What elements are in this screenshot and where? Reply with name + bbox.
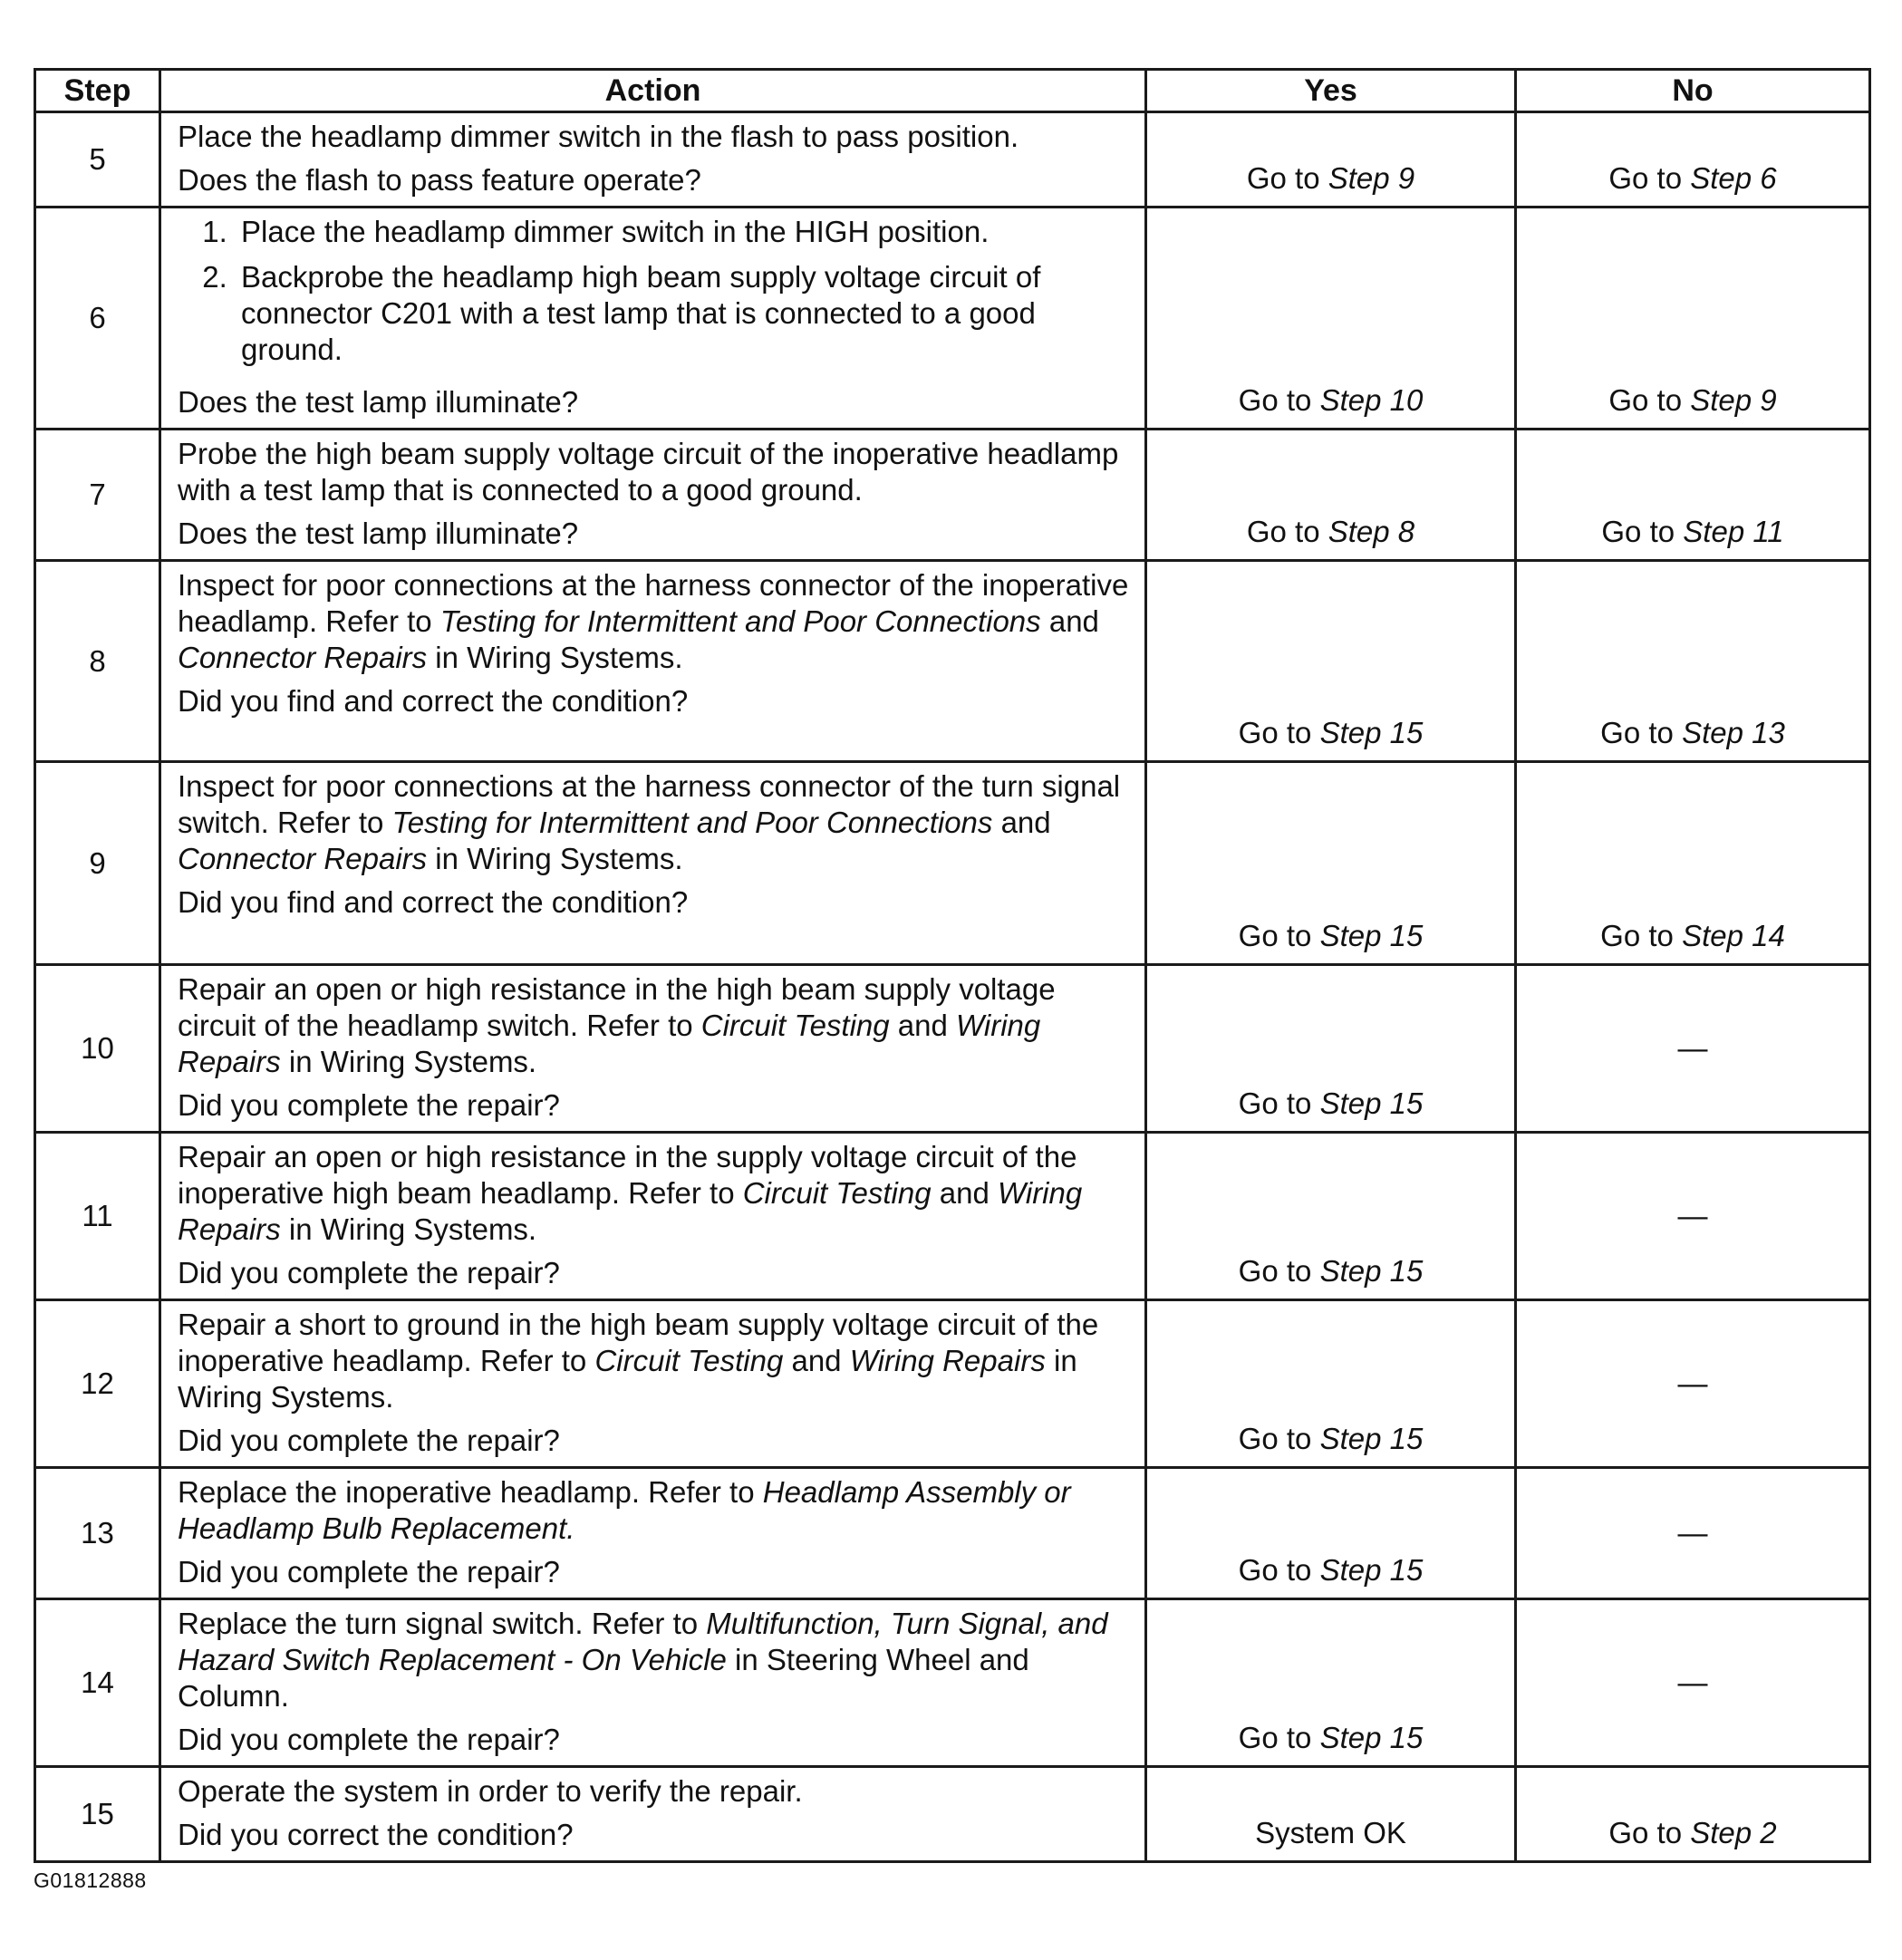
- action-text: Probe the high beam supply voltage circuit of the inoperative headlamp with a test lamp that is connected to a good ground.: [178, 437, 1119, 507]
- question-text: Did you complete the repair?: [178, 1088, 560, 1122]
- yes-cell: [1146, 1599, 1516, 1767]
- table-row: [35, 762, 1870, 965]
- yes-prefix: Go to: [1238, 1086, 1320, 1120]
- step-number: 14: [35, 1599, 160, 1767]
- action-text-part: Repair an open or high resistance in the supply voltage circuit of the inoperative high beam headlamp. Refer to: [178, 1140, 1077, 1210]
- reference-link[interactable]: Connector Repairs: [178, 641, 428, 674]
- no-cell: [1516, 1767, 1870, 1862]
- reference-link[interactable]: Circuit Testing: [742, 1176, 932, 1210]
- action-cell: [160, 762, 1146, 965]
- table-row: [35, 112, 1870, 208]
- action-cell: [160, 1599, 1146, 1767]
- no-step-link[interactable]: Step 6: [1690, 161, 1777, 195]
- action-text-part: Repair a short to ground in the high beam supply voltage circuit of the inoperative headlamp. Refer to: [178, 1308, 1099, 1377]
- table-row: [35, 1599, 1870, 1767]
- no-cell: [1516, 762, 1870, 965]
- header-yes: Yes: [1146, 70, 1516, 112]
- question-text: Does the test lamp illuminate?: [178, 517, 579, 550]
- yes-cell: [1146, 561, 1516, 762]
- no-prefix: Go to: [1600, 919, 1683, 952]
- yes-step-link[interactable]: Step 15: [1319, 1086, 1424, 1120]
- yes-step-link[interactable]: Step 15: [1319, 1422, 1424, 1455]
- yes-step-link[interactable]: Step 10: [1319, 383, 1424, 417]
- no-step-link[interactable]: Step 14: [1682, 919, 1785, 952]
- action-text-part: in Steering Wheel and Column.: [178, 1643, 1029, 1713]
- yes-step-link[interactable]: Step 15: [1319, 716, 1424, 749]
- action-cell: [160, 965, 1146, 1133]
- question-text: Did you complete the repair?: [178, 1555, 560, 1588]
- action-text-part: and: [1040, 604, 1099, 638]
- action-text-part: in Wiring Systems.: [178, 1344, 1077, 1414]
- no-step-link[interactable]: Step 2: [1690, 1816, 1777, 1849]
- action-text: [178, 1139, 1132, 1248]
- yes-step-link[interactable]: Step 8: [1328, 515, 1415, 548]
- action-cell: [160, 1133, 1146, 1300]
- step-number: 9: [35, 762, 160, 965]
- no-cell: —: [1516, 1300, 1870, 1468]
- reference-link[interactable]: Headlamp Assembly or Headlamp Bulb Replacement.: [178, 1475, 1071, 1545]
- yes-prefix: Go to: [1238, 1422, 1320, 1455]
- yes-prefix: Go to: [1238, 919, 1320, 952]
- yes-step-link[interactable]: Step 15: [1319, 1721, 1424, 1754]
- no-cell: —: [1516, 1468, 1870, 1599]
- action-text: [178, 1606, 1132, 1714]
- yes-cell: [1146, 208, 1516, 430]
- question-text: Did you complete the repair?: [178, 1723, 560, 1756]
- action-text: Place the headlamp dimmer switch in the flash to pass position.: [178, 120, 1019, 153]
- yes-cell: [1146, 112, 1516, 208]
- step-number: 13: [35, 1468, 160, 1599]
- header-step: Step: [35, 70, 160, 112]
- substep-item: 1. Place the headlamp dimmer switch in the HIGH position.: [236, 214, 1132, 250]
- action-text-part: Inspect for poor connections at the harness connector of the turn signal switch. Refer to: [178, 769, 1121, 839]
- question-text: Did you complete the repair?: [178, 1256, 560, 1289]
- reference-link[interactable]: Connector Repairs: [178, 842, 428, 875]
- step-number: 6: [35, 208, 160, 430]
- yes-prefix: Go to: [1238, 1254, 1320, 1288]
- yes-prefix: Go to: [1246, 161, 1328, 195]
- table-row: [35, 1767, 1870, 1862]
- action-text: Operate the system in order to verify the repair.: [178, 1774, 803, 1808]
- table-row: [35, 1468, 1870, 1599]
- yes-cell: [1146, 1300, 1516, 1468]
- no-cell: —: [1516, 965, 1870, 1133]
- no-cell: —: [1516, 1599, 1870, 1767]
- reference-link[interactable]: Wiring Repairs: [178, 1009, 1041, 1078]
- reference-link[interactable]: Multifunction, Turn Signal, and Hazard Switch Replacement - On Vehicle: [178, 1607, 1108, 1676]
- diagnostic-table: [34, 68, 1871, 1863]
- action-text-part: in Wiring Systems.: [427, 842, 683, 875]
- action-text-part: in Wiring Systems.: [427, 641, 683, 674]
- action-text: [178, 567, 1132, 676]
- step-number: 5: [35, 112, 160, 208]
- action-text: [178, 971, 1132, 1080]
- yes-cell: [1146, 762, 1516, 965]
- action-cell: [160, 208, 1146, 430]
- no-prefix: Go to: [1608, 161, 1691, 195]
- action-text-part: Repair an open or high resistance in the high beam supply voltage circuit of the headlamp switch. Refer to: [178, 972, 1056, 1042]
- action-cell: [160, 561, 1146, 762]
- no-step-link[interactable]: Step 9: [1690, 383, 1777, 417]
- yes-step-link[interactable]: Step 15: [1319, 1254, 1424, 1288]
- action-text-part: in Wiring Systems.: [280, 1045, 537, 1078]
- yes-step-link[interactable]: Step 15: [1319, 1553, 1424, 1587]
- table-row: [35, 1133, 1870, 1300]
- yes-cell: [1146, 1468, 1516, 1599]
- yes-cell: [1146, 965, 1516, 1133]
- question-text: Did you correct the condition?: [178, 1818, 574, 1851]
- question-text: Did you complete the repair?: [178, 1424, 560, 1457]
- question-text: Does the flash to pass feature operate?: [178, 163, 701, 197]
- question-text: Does the test lamp illuminate?: [178, 385, 579, 419]
- action-text-part: Inspect for poor connections at the harness connector of the inoperative headlamp. Refer to: [178, 568, 1129, 638]
- step-number: 8: [35, 561, 160, 762]
- yes-step-link[interactable]: Step 15: [1319, 919, 1424, 952]
- action-text: [178, 1474, 1132, 1547]
- step-number: 10: [35, 965, 160, 1133]
- figure-id: G01812888: [34, 1868, 147, 1892]
- step-number: 11: [35, 1133, 160, 1300]
- table-row: [35, 1300, 1870, 1468]
- reference-link[interactable]: Testing for Intermittent and Poor Connections: [391, 806, 993, 839]
- reference-link[interactable]: Wiring Repairs: [849, 1344, 1046, 1377]
- yes-cell: [1146, 430, 1516, 561]
- no-cell: —: [1516, 1133, 1870, 1300]
- no-step-link[interactable]: Step 13: [1682, 716, 1785, 749]
- no-prefix: Go to: [1608, 383, 1691, 417]
- no-prefix: Go to: [1600, 716, 1683, 749]
- no-cell: [1516, 208, 1870, 430]
- yes-cell: [1146, 1133, 1516, 1300]
- action-cell: [160, 1468, 1146, 1599]
- action-cell: [160, 1767, 1146, 1862]
- no-prefix: Go to: [1608, 1816, 1691, 1849]
- action-text-part: and: [992, 806, 1051, 839]
- no-prefix: Go to: [1601, 515, 1684, 548]
- table-row: [35, 208, 1870, 430]
- reference-link[interactable]: Circuit Testing: [700, 1009, 890, 1042]
- action-cell: [160, 112, 1146, 208]
- header-action: Action: [160, 70, 1146, 112]
- step-number: 15: [35, 1767, 160, 1862]
- action-text: [178, 1307, 1132, 1415]
- substep-list: [178, 214, 1132, 377]
- action-text-part: and: [783, 1344, 850, 1377]
- reference-link[interactable]: Circuit Testing: [594, 1344, 784, 1377]
- no-cell: [1516, 561, 1870, 762]
- yes-prefix: Go to: [1238, 383, 1320, 417]
- yes-step-link[interactable]: Step 9: [1328, 161, 1415, 195]
- substep-item: 2. Backprobe the headlamp high beam supply voltage circuit of connector C201 with a test lamp that is connected to a good ground.: [236, 259, 1132, 368]
- yes-cell: System OK: [1146, 1767, 1516, 1862]
- table-row: [35, 965, 1870, 1133]
- yes-prefix: Go to: [1238, 1721, 1320, 1754]
- action-text-part: in Wiring Systems.: [280, 1212, 537, 1246]
- action-text-part: Replace the inoperative headlamp. Refer to: [178, 1475, 763, 1509]
- yes-prefix: Go to: [1238, 716, 1320, 749]
- question-text: Did you find and correct the condition?: [178, 684, 689, 718]
- step-number: 12: [35, 1300, 160, 1468]
- header-no: No: [1516, 70, 1870, 112]
- table-row: [35, 430, 1870, 561]
- step-number: 7: [35, 430, 160, 561]
- action-cell: [160, 1300, 1146, 1468]
- no-step-link[interactable]: Step 11: [1683, 515, 1784, 548]
- no-cell: [1516, 430, 1870, 561]
- yes-prefix: Go to: [1246, 515, 1328, 548]
- action-text-part: Replace the turn signal switch. Refer to: [178, 1607, 707, 1640]
- no-cell: [1516, 112, 1870, 208]
- action-cell: [160, 430, 1146, 561]
- table-row: [35, 561, 1870, 762]
- reference-link[interactable]: Testing for Intermittent and Poor Connections: [439, 604, 1041, 638]
- action-text-part: and: [931, 1176, 998, 1210]
- reference-link[interactable]: Wiring Repairs: [178, 1176, 1083, 1246]
- action-text: [178, 768, 1132, 877]
- action-text-part: and: [889, 1009, 957, 1042]
- yes-prefix: Go to: [1238, 1553, 1320, 1587]
- question-text: Did you find and correct the condition?: [178, 885, 689, 919]
- header-row: [35, 70, 1870, 112]
